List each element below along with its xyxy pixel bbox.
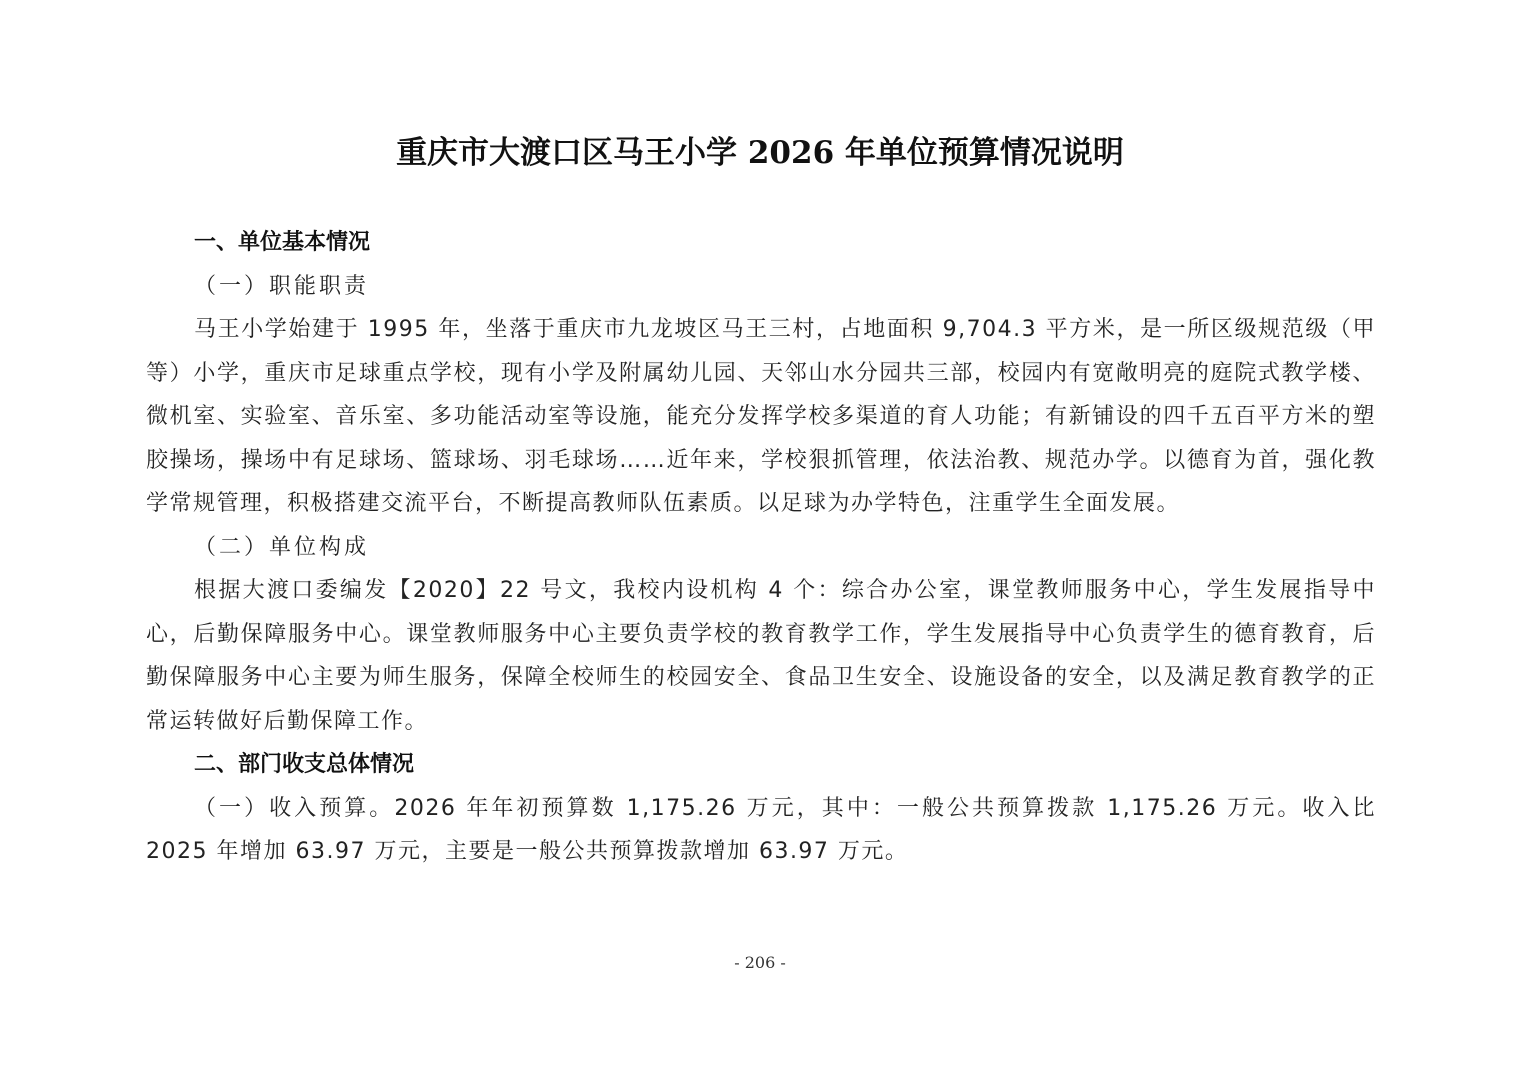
- paragraph-organization: 根据大渡口委编发【2020】22 号文，我校内设机构 4 个：综合办公室，课堂教师服务中心，学生发展指导中心，后勤保障服务中心。课堂教师服务中心主要负责学校的教育教学工作，学生发展指导中心负责学生的德育教育，后勤保障服务中心主要为师生服务，保障全校师生的校园安全、食品卫生安全、设施设备的安全，以及满足教育教学的正常运转做好后勤保障工作。: [146, 578, 1376, 734]
- paragraph-income-budget: （一）收入预算。2026 年年初预算数 1,175.26 万元，其中：一般公共预算拨款 1,175.26 万元。收入比 2025 年增加 63.97 万元，主要是一般公共预算拨款增加 63.97 万元。: [146, 795, 1376, 864]
- subheading-functions: （一）职能职责: [194, 273, 370, 299]
- section-heading-budget-overview: 二、部门收支总体情况: [194, 752, 415, 777]
- page-number: - 206 -: [734, 953, 786, 972]
- subheading-composition: （二）单位构成: [194, 534, 370, 560]
- section-heading-basic-info: 一、单位基本情况: [194, 230, 371, 255]
- page-title: 重庆市大渡口区马王小学 2026 年单位预算情况说明: [396, 135, 1124, 171]
- document-body: [146, 221, 1376, 874]
- paragraph-school-profile: 马王小学始建于 1995 年，坐落于重庆市九龙坡区马王三村，占地面积 9,704.3 平方米，是一所区级规范级（甲等）小学，重庆市足球重点学校，现有小学及附属幼儿园、天邻山水分园共三部，校园内有宽敞明亮的庭院式教学楼、微机室、实验室、音乐室、多功能活动室等设施，能充分发挥学校多渠道的育人功能；有新铺设的四千五百平方米的塑胶操场，操场中有足球场、篮球场、羽毛球场……近年来，学校狠抓管理，依法治教、规范办学。以德育为首，强化教学常规管理，积极搭建交流平台，不断提高教师队伍素质。以足球为办学特色，注重学生全面发展。: [146, 317, 1376, 516]
